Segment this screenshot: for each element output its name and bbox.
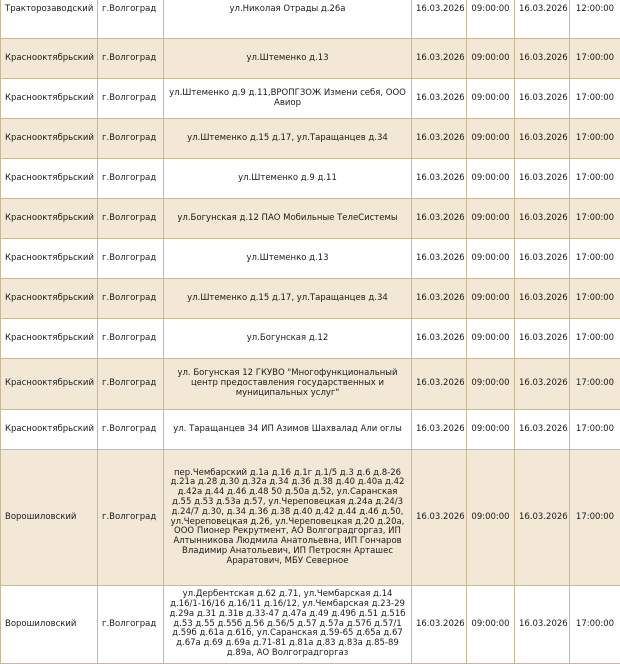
cell-city: г.Волгоград — [98, 119, 164, 159]
cell-district: Краснооктябрьский — [1, 39, 98, 79]
cell-start-date: 16.03.2026 — [412, 0, 467, 39]
cell-start-time: 09:00:00 — [467, 79, 515, 119]
cell-end-time: 17:00:00 — [570, 119, 620, 159]
cell-city: г.Волгоград — [98, 239, 164, 279]
cell-address: ул. Богунская 12 ГКУВО "Многофункциональный центр предоставления государственных и муниципальных услуг" — [164, 359, 412, 410]
cell-city: г.Волгоград — [98, 450, 164, 586]
cell-start-time: 09:00:00 — [467, 0, 515, 39]
cell-city: г.Волгоград — [98, 586, 164, 664]
cell-city: г.Волгоград — [98, 0, 164, 39]
cell-city: г.Волгоград — [98, 39, 164, 79]
cell-address: ул.Богунская д.12 — [164, 319, 412, 359]
cell-end-time: 17:00:00 — [570, 410, 620, 450]
cell-address: ул. Таращанцев 34 ИП Азимов Шахвалад Али оглы — [164, 410, 412, 450]
cell-city: г.Волгоград — [98, 199, 164, 239]
cell-end-time: 17:00:00 — [570, 319, 620, 359]
table-row — [1, 410, 620, 450]
cell-city: г.Волгоград — [98, 319, 164, 359]
cell-end-date: 16.03.2026 — [515, 119, 570, 159]
cell-district: Краснооктябрьский — [1, 239, 98, 279]
cell-start-date: 16.03.2026 — [412, 199, 467, 239]
cell-address: ул.Штеменко д.15 д.17, ул.Таращанцев д.34 — [164, 119, 412, 159]
cell-start-time: 09:00:00 — [467, 159, 515, 199]
cell-address: ул.Штеменко д.9 д.11,ВРОПГЗОЖ Измени себя, ООО Авиор — [164, 79, 412, 119]
cell-district: Ворошиловский — [1, 450, 98, 586]
cell-end-date: 16.03.2026 — [515, 279, 570, 319]
cell-end-time: 17:00:00 — [570, 450, 620, 586]
table-row — [1, 279, 620, 319]
cell-start-date: 16.03.2026 — [412, 410, 467, 450]
cell-end-time: 17:00:00 — [570, 359, 620, 410]
table-row — [1, 359, 620, 410]
cell-start-time: 09:00:00 — [467, 586, 515, 664]
cell-district: Краснооктябрьский — [1, 119, 98, 159]
cell-district: Краснооктябрьский — [1, 279, 98, 319]
cell-start-date: 16.03.2026 — [412, 39, 467, 79]
cell-end-time: 17:00:00 — [570, 199, 620, 239]
cell-city: г.Волгоград — [98, 159, 164, 199]
table-body — [1, 0, 620, 664]
cell-end-date: 16.03.2026 — [515, 159, 570, 199]
cell-address: ул.Дербентская д.62 д.71, ул.Чембарская д.14 д.16/1-16/16 д.16/11 д.16/12, ул.Чембарская д.23-29 д.29а д.31 д.31в д.33-47 д.47а д.49 д.49б д.51 д.51б д.53 д.55 д.55б д.56 д.56/5 д.57 д.57а д.57б д.57/1 д.59б д.61а д.61б, ул.Саранская д.59-65 д.65а д.67 д.67а д.69 д.69а д.71-81 д.81а д.83 д.83а д.85-89 д.89а, АО Волгоградгоргаз — [164, 586, 412, 664]
table-row — [1, 586, 620, 664]
cell-end-date: 16.03.2026 — [515, 450, 570, 586]
cell-start-time: 09:00:00 — [467, 119, 515, 159]
cell-start-time: 09:00:00 — [467, 450, 515, 586]
cell-address: ул.Богунская д.12 ПАО Мобильные ТелеСистемы — [164, 199, 412, 239]
cell-end-time: 17:00:00 — [570, 159, 620, 199]
cell-end-date: 16.03.2026 — [515, 0, 570, 39]
cell-start-time: 09:00:00 — [467, 319, 515, 359]
cell-district: Краснооктябрьский — [1, 359, 98, 410]
cell-city: г.Волгоград — [98, 79, 164, 119]
cell-start-date: 16.03.2026 — [412, 359, 467, 410]
cell-end-date: 16.03.2026 — [515, 359, 570, 410]
cell-district: Краснооктябрьский — [1, 410, 98, 450]
cell-end-time: 12:00:00 — [570, 0, 620, 39]
cell-start-date: 16.03.2026 — [412, 239, 467, 279]
cell-address: ул.Штеменко д.15 д.17, ул.Таращанцев д.34 — [164, 279, 412, 319]
table-row — [1, 450, 620, 586]
table-row — [1, 119, 620, 159]
table-row — [1, 319, 620, 359]
table-row — [1, 239, 620, 279]
cell-address: ул.Штеменко д.13 — [164, 239, 412, 279]
cell-district: Тракторозаводский — [1, 0, 98, 39]
cell-end-time: 17:00:00 — [570, 279, 620, 319]
cell-address: ул.Штеменко д.9 д.11 — [164, 159, 412, 199]
cell-city: г.Волгоград — [98, 410, 164, 450]
cell-end-date: 16.03.2026 — [515, 79, 570, 119]
cell-end-date: 16.03.2026 — [515, 586, 570, 664]
cell-address: ул.Штеменко д.13 — [164, 39, 412, 79]
cell-end-date: 16.03.2026 — [515, 319, 570, 359]
table-row — [1, 199, 620, 239]
cell-end-time: 17:00:00 — [570, 79, 620, 119]
cell-district: Краснооктябрьский — [1, 319, 98, 359]
cell-address: ул.Николая Отрады д.26а — [164, 0, 412, 39]
cell-start-time: 09:00:00 — [467, 359, 515, 410]
table-row — [1, 159, 620, 199]
cell-end-time: 17:00:00 — [570, 39, 620, 79]
cell-start-date: 16.03.2026 — [412, 586, 467, 664]
cell-start-date: 16.03.2026 — [412, 79, 467, 119]
cell-start-date: 16.03.2026 — [412, 319, 467, 359]
cell-start-time: 09:00:00 — [467, 199, 515, 239]
cell-district: Ворошиловский — [1, 586, 98, 664]
cell-start-time: 09:00:00 — [467, 239, 515, 279]
cell-start-date: 16.03.2026 — [412, 450, 467, 586]
cell-end-time: 17:00:00 — [570, 586, 620, 664]
cell-address: пер.Чембарский д.1а д.16 д.1г д.1/5 д.3 д.6 д.8-26 д.21а д.28 д.30 д.32а д.34 д.36 д.38 д.40 д.40а д.42 д.42а д.44 д.46 д.48 50 д.50а д.52, ул.Саранская д.55 д.53 д.53а д.57, ул.Череповецкая д.24а д.24/3 д.24/7 д.30, д.34 д.36 д.38 д.40 д.42 д.44 д.46 д.50, ул.Череповецкая д.26, ул.Череповецкая д.20 д.20а, ООО Пионер Рекрутмент, АО Волгоградгоргаз, ИП Алтынникова Людмила Анатольевна, ИП Гончаров Владимир Анатольевич, ИП Петросян Арташес Араратович, МБУ Северное — [164, 450, 412, 586]
cell-city: г.Волгоград — [98, 279, 164, 319]
cell-end-date: 16.03.2026 — [515, 199, 570, 239]
cell-end-date: 16.03.2026 — [515, 410, 570, 450]
cell-end-date: 16.03.2026 — [515, 239, 570, 279]
cell-end-date: 16.03.2026 — [515, 39, 570, 79]
cell-district: Краснооктябрьский — [1, 199, 98, 239]
cell-district: Краснооктябрьский — [1, 159, 98, 199]
cell-city: г.Волгоград — [98, 359, 164, 410]
table-row — [1, 39, 620, 79]
cell-start-date: 16.03.2026 — [412, 159, 467, 199]
cell-district: Краснооктябрьский — [1, 79, 98, 119]
cell-start-time: 09:00:00 — [467, 410, 515, 450]
table-row — [1, 79, 620, 119]
table-row — [1, 0, 620, 39]
cell-start-time: 09:00:00 — [467, 279, 515, 319]
cell-end-time: 17:00:00 — [570, 239, 620, 279]
cell-start-time: 09:00:00 — [467, 39, 515, 79]
cell-start-date: 16.03.2026 — [412, 119, 467, 159]
cell-start-date: 16.03.2026 — [412, 279, 467, 319]
